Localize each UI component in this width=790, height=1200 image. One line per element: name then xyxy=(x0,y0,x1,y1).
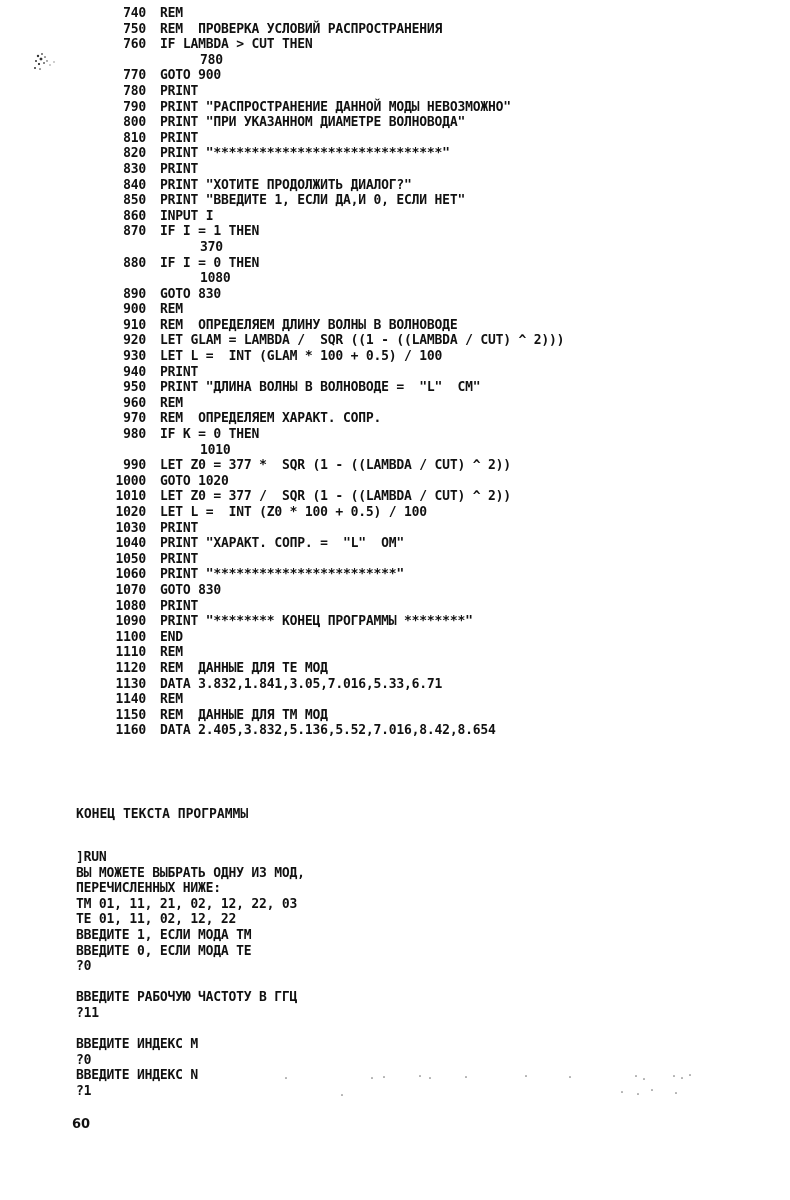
statement-text: PRINT "ХОТИТЕ ПРОДОЛЖИТЬ ДИАЛОГ?" xyxy=(160,177,412,193)
line-number: 1150 xyxy=(115,707,146,723)
listing-line xyxy=(86,552,564,568)
statement-text: LET Z0 = 377 / SQR (1 - ((LAMBDA / CUT) ^ 2)) xyxy=(160,489,511,505)
output-line: ?1 xyxy=(76,1083,92,1099)
statement-text: GOTO 830 xyxy=(160,582,222,598)
statement-text: IF I = 0 THEN xyxy=(160,255,260,271)
line-number: 740 xyxy=(123,6,146,21)
statement-text: PRINT xyxy=(160,161,199,177)
line-number: 1010 xyxy=(115,489,146,505)
statement-text: PRINT xyxy=(160,598,199,614)
listing-line xyxy=(86,599,564,615)
listing-line xyxy=(86,349,564,365)
line-number: 1020 xyxy=(115,505,146,520)
listing-line xyxy=(86,193,564,209)
output-line: ВВЕДИТЕ 1, ЕСЛИ МОДА ТМ xyxy=(76,927,252,943)
statement-text: 780 xyxy=(200,52,223,68)
statement-text: PRINT xyxy=(160,130,199,146)
listing-line xyxy=(86,100,564,116)
listing-line xyxy=(86,365,564,381)
line-number: 1080 xyxy=(115,598,146,614)
line-number: 990 xyxy=(123,458,146,474)
listing-line xyxy=(86,224,564,240)
listing-line xyxy=(86,630,564,646)
statement-text: END xyxy=(160,629,183,645)
listing-line xyxy=(86,146,564,162)
output-line: ВВЕДИТЕ ИНДЕКС М xyxy=(76,1037,199,1053)
statement-text: REM ДАННЫЕ ДЛЯ ТЕ МОД xyxy=(160,660,328,676)
line-number: 810 xyxy=(123,130,146,146)
statement-text: GOTO 1020 xyxy=(160,473,229,489)
line-number: 780 xyxy=(123,83,146,99)
output-line: ?11 xyxy=(76,1005,99,1021)
listing-line xyxy=(86,53,564,69)
statement-text: REM xyxy=(160,692,183,708)
listing-line xyxy=(86,318,564,334)
output-line: ВВЕДИТЕ РАБОЧУЮ ЧАСТОТУ В ГГЦ xyxy=(76,990,298,1006)
section-title: КОНЕЦ ТЕКСТА ПРОГРАММЫ xyxy=(76,807,249,822)
output-line: ПЕРЕЧИСЛЕННЫХ НИЖЕ: xyxy=(76,881,221,897)
line-number: 1160 xyxy=(115,723,146,739)
output-line: ТМ 01, 11, 21, 02, 12, 22, 03 xyxy=(76,896,298,912)
line-number: 840 xyxy=(123,177,146,193)
output-line: ?0 xyxy=(76,959,92,975)
line-number: 890 xyxy=(123,286,146,302)
listing-line xyxy=(86,505,564,521)
statement-text: PRINT "ХАРАКТ. СОПР. = "L" ОМ" xyxy=(160,536,405,552)
statement-text: REM xyxy=(160,645,183,661)
statement-text: PRINT "ПРИ УКАЗАННОМ ДИАМЕТРЕ ВОЛНОВОДА" xyxy=(160,115,466,131)
statement-text: REM xyxy=(160,302,183,318)
listing-line xyxy=(86,645,564,661)
statement-text: GOTO 900 xyxy=(160,68,222,84)
statement-text: LET L = INT (GLAM * 100 + 0.5) / 100 xyxy=(160,349,443,365)
output-line: ?0 xyxy=(76,1052,92,1068)
output-line: ВЫ МОЖЕТЕ ВЫБРАТЬ ОДНУ ИЗ МОД, xyxy=(76,865,305,881)
statement-text: PRINT "ВВЕДИТЕ 1, ЕСЛИ ДА,И 0, ЕСЛИ НЕТ" xyxy=(160,193,466,209)
listing-line xyxy=(86,583,564,599)
line-number: 910 xyxy=(123,317,146,333)
listing-line xyxy=(86,84,564,100)
output-line: ТЕ 01, 11, 02, 12, 22 xyxy=(76,912,237,928)
line-number: 1060 xyxy=(115,567,146,583)
statement-text: DATA 3.832,1.841,3.05,7.016,5.33,6.71 xyxy=(160,676,443,692)
listing-line xyxy=(86,536,564,552)
line-number: 880 xyxy=(123,255,146,271)
statement-text: PRINT xyxy=(160,520,199,536)
listing-line xyxy=(86,380,564,396)
listing-line xyxy=(86,209,564,225)
listing-line xyxy=(86,443,564,459)
line-number: 1120 xyxy=(115,660,146,676)
line-number: 970 xyxy=(123,411,146,427)
line-number: 930 xyxy=(123,349,146,365)
listing-line xyxy=(86,22,564,38)
output-line: ВВЕДИТЕ 0, ЕСЛИ МОДА ТЕ xyxy=(76,943,252,959)
line-number: 950 xyxy=(123,380,146,396)
listing-line xyxy=(86,661,564,677)
line-number: 820 xyxy=(123,146,146,162)
statement-text: LET GLAM = LAMBDA / SQR ((1 - ((LAMBDA / CUT) ^ 2))) xyxy=(160,333,565,349)
line-number: 1090 xyxy=(115,614,146,630)
line-number: 830 xyxy=(123,161,146,177)
statement-text: 370 xyxy=(200,239,223,255)
line-number: 1050 xyxy=(115,551,146,567)
listing-line xyxy=(86,521,564,537)
statement-text: PRINT "************************" xyxy=(160,567,405,583)
listing-line xyxy=(86,131,564,147)
line-number: 1040 xyxy=(115,536,146,552)
statement-text: PRINT xyxy=(160,83,199,99)
listing-line xyxy=(86,474,564,490)
statement-text: DATA 2.405,3.832,5.136,5.52,7.016,8.42,8.654 xyxy=(160,723,496,739)
statement-text: PRINT "******** КОНЕЦ ПРОГРАММЫ ********" xyxy=(160,614,473,630)
listing-line xyxy=(86,287,564,303)
listing-line xyxy=(86,458,564,474)
blank-line xyxy=(76,1022,305,1038)
statement-text: IF I = 1 THEN xyxy=(160,224,260,240)
line-number: 1130 xyxy=(115,676,146,692)
statement-text: IF LAMBDA > CUT THEN xyxy=(160,37,313,53)
listing-line xyxy=(86,178,564,194)
line-number: 1100 xyxy=(115,629,146,645)
listing-line xyxy=(86,489,564,505)
listing-line xyxy=(86,6,564,22)
run-output xyxy=(76,850,305,1100)
line-number: 1070 xyxy=(115,582,146,598)
listing-line xyxy=(86,333,564,349)
listing-line xyxy=(86,427,564,443)
blank-line xyxy=(76,975,305,991)
line-number: 1030 xyxy=(115,520,146,536)
statement-text: REM ДАННЫЕ ДЛЯ ТМ МОД xyxy=(160,707,328,723)
listing-line xyxy=(86,396,564,412)
output-line: ВВЕДИТЕ ИНДЕКС N xyxy=(76,1068,199,1084)
listing-line xyxy=(86,302,564,318)
statement-text: INPUT I xyxy=(160,208,214,224)
statement-text: PRINT "ДЛИНА ВОЛНЫ В ВОЛНОВОДЕ = "L" СМ" xyxy=(160,380,481,396)
line-number: 760 xyxy=(123,37,146,53)
statement-text: IF K = 0 THEN xyxy=(160,427,260,443)
statement-text: REM ОПРЕДЕЛЯЕМ ХАРАКТ. СОПР. xyxy=(160,411,382,427)
statement-text: 1010 xyxy=(200,442,231,458)
listing-line xyxy=(86,115,564,131)
statement-text: REM xyxy=(160,395,183,411)
statement-text: LET Z0 = 377 * SQR (1 - ((LAMBDA / CUT) ^ 2)) xyxy=(160,458,511,474)
output-line: ]RUN xyxy=(76,850,107,865)
line-number: 900 xyxy=(123,302,146,318)
listing-line xyxy=(86,567,564,583)
statement-text: REM xyxy=(160,6,183,21)
statement-text: PRINT xyxy=(160,364,199,380)
listing-line xyxy=(86,708,564,724)
ink-speckle-mark xyxy=(32,50,58,76)
statement-text: PRINT "РАСПРОСТРАНЕНИЕ ДАННОЙ МОДЫ НЕВОЗМОЖНО" xyxy=(160,99,511,115)
line-number: 960 xyxy=(123,395,146,411)
line-number: 1000 xyxy=(115,473,146,489)
statement-text: PRINT "******************************" xyxy=(160,146,450,162)
line-number: 1140 xyxy=(115,692,146,708)
statement-text: REM ОПРЕДЕЛЯЕМ ДЛИНУ ВОЛНЫ В ВОЛНОВОДЕ xyxy=(160,317,458,333)
statement-text: GOTO 830 xyxy=(160,286,222,302)
line-number: 850 xyxy=(123,193,146,209)
listing-line xyxy=(86,723,564,739)
statement-text: LET L = INT (Z0 * 100 + 0.5) / 100 xyxy=(160,505,427,520)
listing-line xyxy=(86,37,564,53)
listing-line xyxy=(86,271,564,287)
line-number: 800 xyxy=(123,115,146,131)
line-number: 940 xyxy=(123,364,146,380)
listing-line xyxy=(86,692,564,708)
line-number: 870 xyxy=(123,224,146,240)
line-number: 790 xyxy=(123,99,146,115)
line-number: 920 xyxy=(123,333,146,349)
line-number: 750 xyxy=(123,21,146,37)
listing-line xyxy=(86,614,564,630)
statement-text: PRINT xyxy=(160,551,199,567)
line-number: 860 xyxy=(123,208,146,224)
listing-line xyxy=(86,256,564,272)
listing-line xyxy=(86,68,564,84)
statement-text: 1080 xyxy=(200,271,231,287)
listing-line xyxy=(86,411,564,427)
page-number: 60 xyxy=(72,1117,91,1132)
program-listing xyxy=(86,6,564,739)
listing-line xyxy=(86,162,564,178)
line-number: 770 xyxy=(123,68,146,84)
listing-line xyxy=(86,677,564,693)
statement-text: REM ПРОВЕРКА УСЛОВИЙ РАСПРОСТРАНЕНИЯ xyxy=(160,21,443,37)
listing-line xyxy=(86,240,564,256)
line-number: 1110 xyxy=(115,645,146,661)
scan-noise-dots xyxy=(280,1060,700,1110)
line-number: 980 xyxy=(123,427,146,443)
